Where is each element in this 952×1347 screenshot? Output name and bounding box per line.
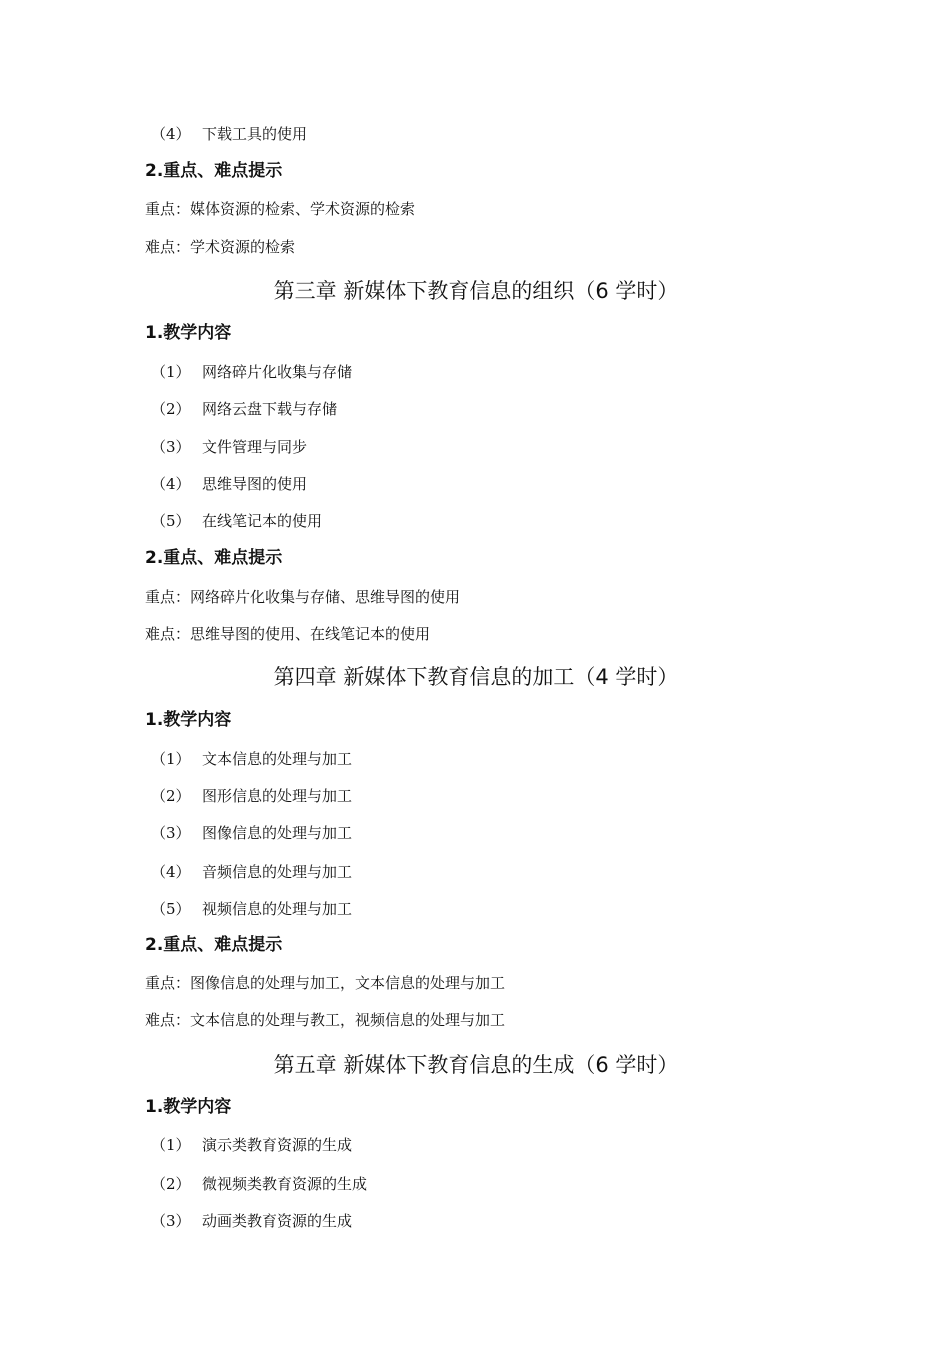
list-item (151, 823, 352, 843)
item-number: （4） (151, 863, 191, 881)
list-item (151, 399, 337, 419)
item-number: （2） (151, 400, 191, 418)
item-number: （1） (151, 363, 191, 381)
item-text: 文本信息的处理与加工 (202, 750, 353, 768)
item-text: 网络云盘下载与存储 (202, 400, 338, 418)
list-item (151, 1174, 367, 1194)
item-number: （4） (151, 125, 191, 143)
section-heading: 2.重点、难点提示 (145, 935, 283, 955)
item-number: （2） (151, 1175, 191, 1193)
item-number: （4） (151, 475, 191, 493)
list-item (151, 474, 307, 494)
item-number: （1） (151, 750, 191, 768)
section-heading: 2.重点、难点提示 (145, 548, 283, 568)
item-text: 音频信息的处理与加工 (202, 863, 353, 881)
item-text: 图形信息的处理与加工 (202, 787, 353, 805)
item-text: 文件管理与同步 (202, 438, 308, 456)
item-text: 微视频类教育资源的生成 (202, 1175, 368, 1193)
list-item (151, 362, 352, 382)
list-item (151, 1211, 352, 1231)
item-text: 下载工具的使用 (202, 125, 308, 143)
item-text: 演示类教育资源的生成 (202, 1136, 353, 1154)
item-number: （5） (151, 512, 191, 530)
list-item (151, 124, 307, 144)
list-item (151, 1135, 352, 1155)
list-item (151, 899, 352, 919)
list-item (151, 511, 322, 531)
key-point: 重点：媒体资源的检索、学术资源的检索 (145, 200, 416, 218)
section-heading: 1.教学内容 (145, 323, 232, 343)
section-heading: 2.重点、难点提示 (145, 161, 283, 181)
item-number: （5） (151, 900, 191, 918)
difficult-point: 难点：学术资源的检索 (145, 238, 296, 256)
item-number: （1） (151, 1136, 191, 1154)
item-text: 网络碎片化收集与存储 (202, 363, 353, 381)
item-text: 视频信息的处理与加工 (202, 900, 353, 918)
item-number: （2） (151, 787, 191, 805)
chapter-title: 第四章 新媒体下教育信息的加工（4 学时） (273, 665, 679, 689)
chapter-title: 第三章 新媒体下教育信息的组织（6 学时） (273, 279, 679, 303)
list-item (151, 786, 352, 806)
key-point: 重点：图像信息的处理与加工，文本信息的处理与加工 (145, 974, 506, 992)
difficult-point: 难点：文本信息的处理与教工，视频信息的处理与加工 (145, 1011, 506, 1029)
item-text: 动画类教育资源的生成 (202, 1212, 353, 1230)
chapter-title: 第五章 新媒体下教育信息的生成（6 学时） (273, 1053, 679, 1077)
list-item (151, 749, 352, 769)
item-number: （3） (151, 824, 191, 842)
item-number: （3） (151, 1212, 191, 1230)
item-text: 思维导图的使用 (202, 475, 308, 493)
section-heading: 1.教学内容 (145, 1097, 232, 1117)
list-item (151, 437, 307, 457)
key-point: 重点：网络碎片化收集与存储、思维导图的使用 (145, 588, 461, 606)
difficult-point: 难点：思维导图的使用、在线笔记本的使用 (145, 625, 431, 643)
section-heading: 1.教学内容 (145, 710, 232, 730)
item-number: （3） (151, 438, 191, 456)
list-item (151, 862, 352, 882)
item-text: 图像信息的处理与加工 (202, 824, 353, 842)
item-text: 在线笔记本的使用 (202, 512, 323, 530)
